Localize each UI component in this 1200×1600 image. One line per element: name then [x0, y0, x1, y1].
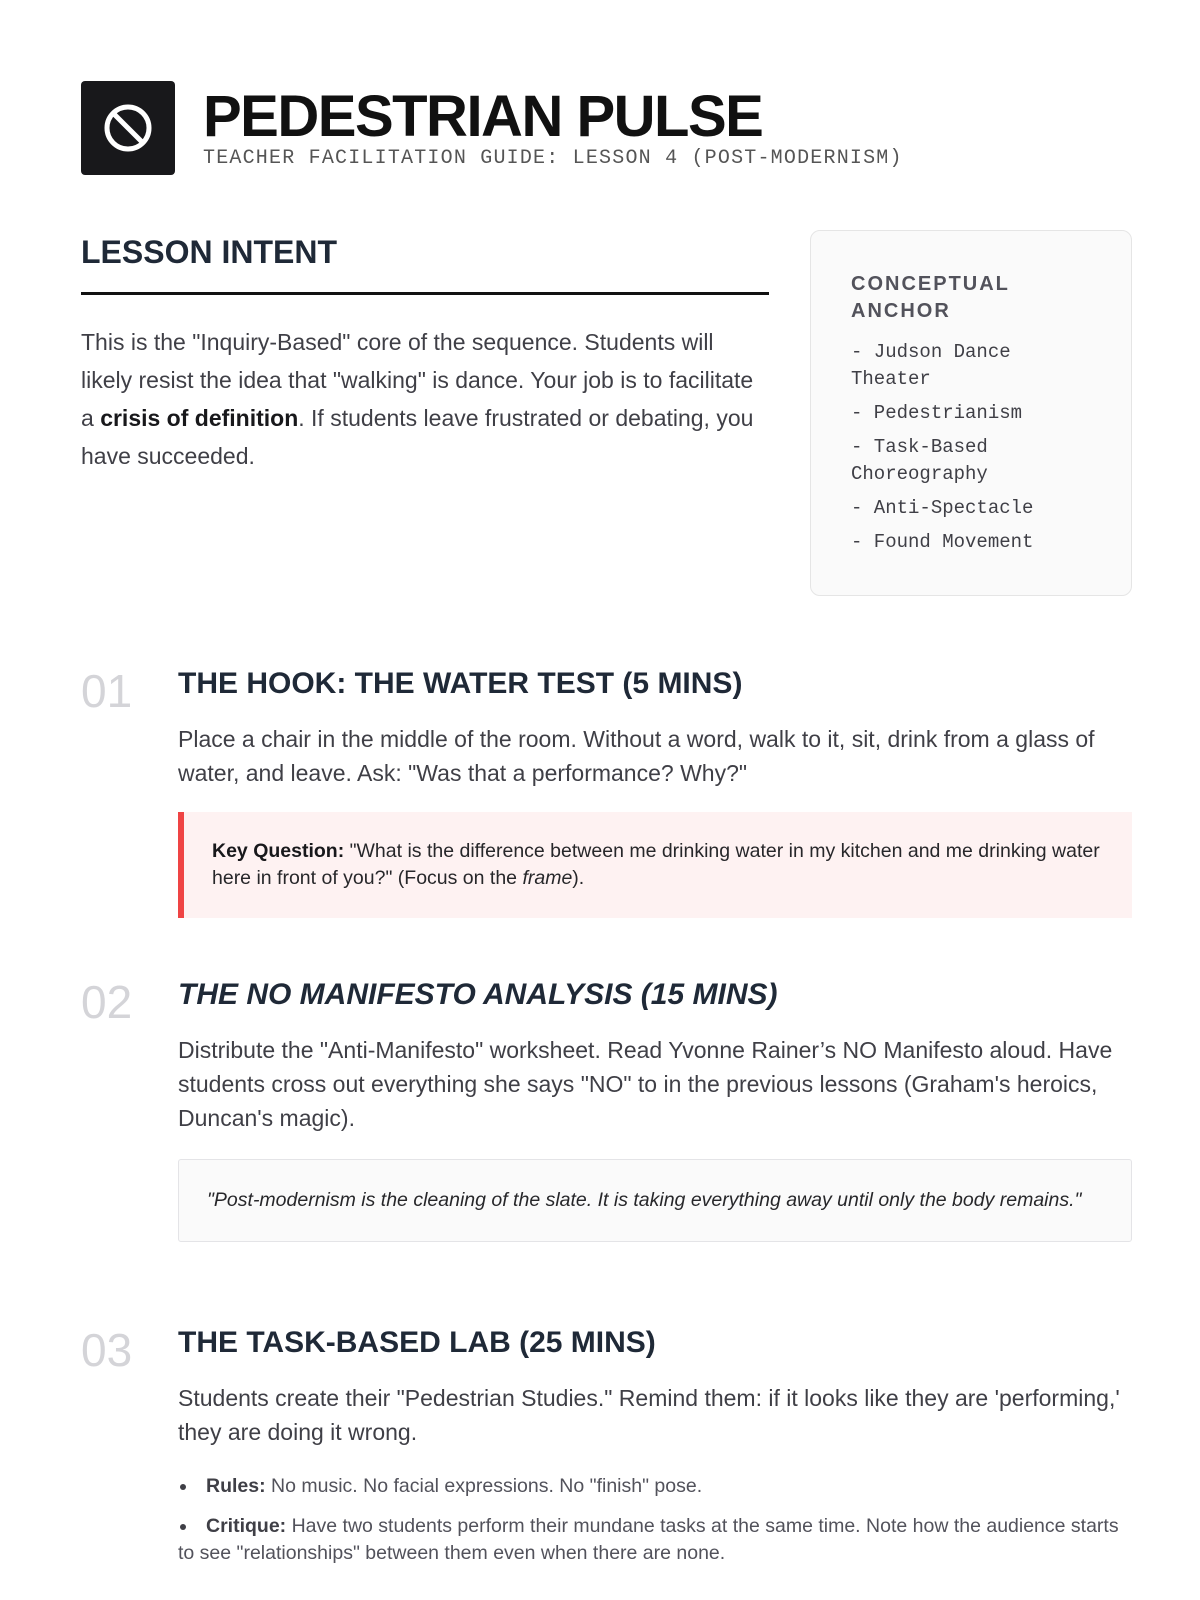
- section-text: Distribute the "Anti-Manifesto" worksheet. Read Yvonne Rainer’s NO Manifesto aloud. Have students cross out everything she says "NO" to in the previous lessons (Graham's heroics, Duncan's magic).: [178, 1037, 1113, 1131]
- intent-text-after: . If students leave frustrated or debating, you have succeeded.: [81, 405, 754, 469]
- anchor-item: - Task-Based Choreography: [851, 436, 988, 485]
- section-number: 02: [81, 976, 133, 1028]
- intent-text: [81, 323, 769, 475]
- bullet-text: Have two students perform their mundane tasks at the same time. Note how the audience starts to see "relationships" between them even when there are none.: [178, 1515, 1119, 1564]
- intent-text-bold: crisis of definition: [100, 405, 299, 431]
- callout-end: ).: [572, 867, 585, 889]
- anchor-item: - Pedestrianism: [851, 402, 1023, 424]
- logo: [81, 81, 175, 175]
- section-title: THE NO MANIFESTO ANALYSIS (15 MINS): [178, 978, 778, 1011]
- callout-text: "What is the difference between me drinking water in my kitchen and me drinking water here in front of you?" (Focus on the: [212, 840, 1100, 889]
- anchor-item: - Found Movement: [851, 531, 1034, 553]
- conceptual-anchor-card: [810, 230, 1132, 596]
- section-body: [178, 666, 1132, 918]
- lesson-intent: [81, 232, 769, 475]
- section-title: THE TASK-BASED LAB (25 MINS): [178, 1326, 656, 1359]
- lab-bullets: [178, 1473, 1132, 1567]
- section-text: Students create their "Pedestrian Studies." Remind them: if it looks like they are 'performing,' they are doing it wrong.: [178, 1385, 1120, 1445]
- section-text: Place a chair in the middle of the room. Without a word, walk to it, sit, drink from a glass of water, and leave. Ask: "Was that a performance? Why?": [178, 726, 1095, 786]
- quote-box: "Post-modernism is the cleaning of the slate. It is taking everything away until only the body remains.": [178, 1159, 1132, 1242]
- page-subtitle: TEACHER FACILITATION GUIDE: LESSON 4 (POST-MODERNISM): [203, 147, 903, 170]
- section-number: 03: [81, 1324, 133, 1376]
- callout-label: Key Question:: [212, 840, 345, 862]
- page-title: PEDESTRIAN PULSE: [203, 84, 763, 149]
- callout-italic: frame: [522, 867, 573, 889]
- bullet-label: Rules:: [206, 1475, 266, 1497]
- list-item: [178, 1513, 1132, 1567]
- section-title: THE HOOK: THE WATER TEST (5 MINS): [178, 667, 743, 700]
- anchor-item: - Judson Dance Theater: [851, 341, 1011, 390]
- intent-heading: LESSON INTENT: [81, 232, 769, 295]
- intent-text-before: This is the "Inquiry-Based" core of the sequence. Students will likely resist the idea that "walking" is dance. Your job is to facilitate a: [81, 329, 754, 431]
- section-body: [178, 977, 1132, 1242]
- prohibited-icon: [102, 102, 154, 154]
- anchor-item: - Anti-Spectacle: [851, 497, 1034, 519]
- anchor-list: [851, 339, 1091, 556]
- key-question-callout: [178, 812, 1132, 918]
- bullet-text: No music. No facial expressions. No "finish" pose.: [265, 1475, 703, 1497]
- anchor-title: CONCEPTUAL ANCHOR: [851, 273, 1010, 322]
- list-item: [178, 1473, 1132, 1500]
- bullet-label: Critique:: [206, 1515, 287, 1537]
- header: [81, 81, 1132, 175]
- section-body: [178, 1325, 1132, 1580]
- section-number: 01: [81, 665, 133, 717]
